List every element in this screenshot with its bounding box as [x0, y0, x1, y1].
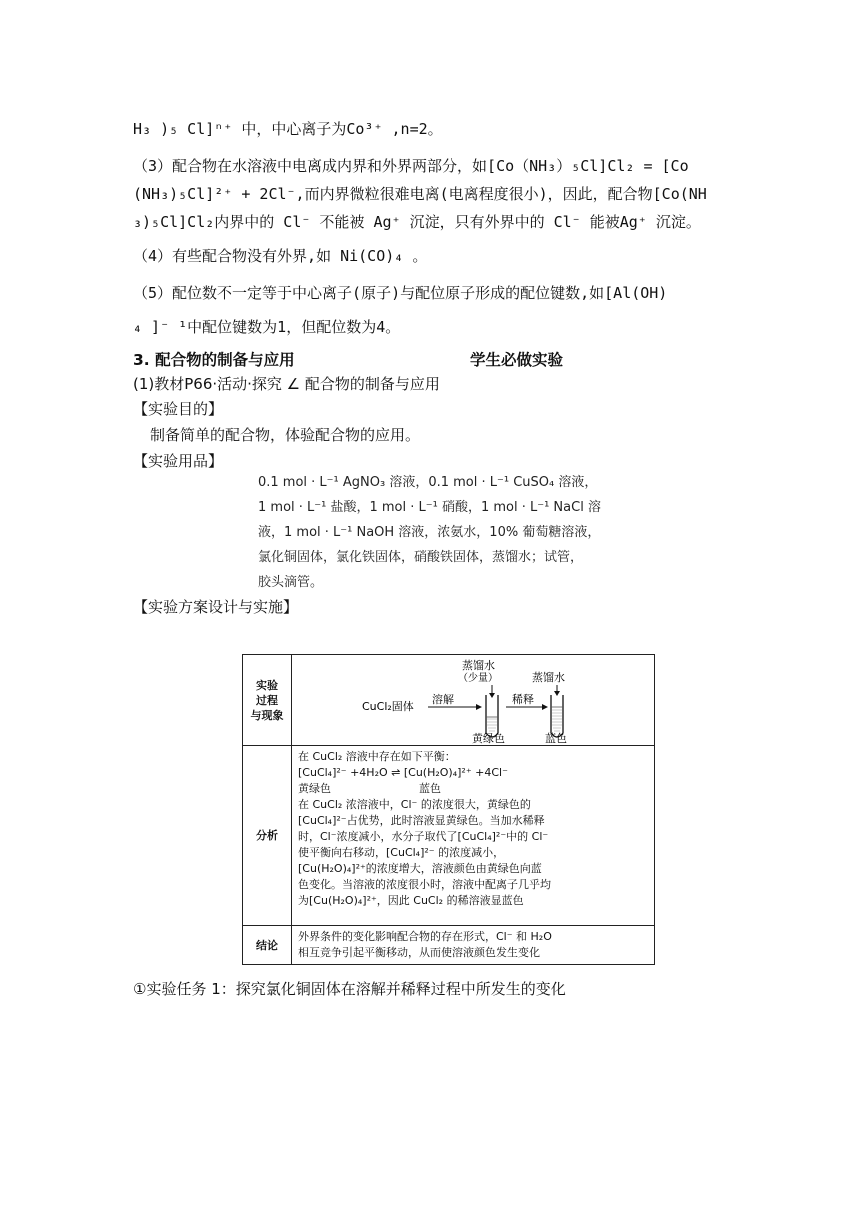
analysis-line: 时，Cl⁻浓度减小，水分子取代了[CuCl₄]²⁻中的 Cl⁻ — [298, 830, 549, 843]
design-heading: 【实验方案设计与实施】 — [133, 598, 299, 616]
text-line-2: （3）配合物在水溶液中电离成内界和外界两部分，如[Co（NH₃）₅Cl]Cl₂ = [Co — [133, 157, 689, 175]
conclusion-line: 相互竞争引起平衡移动，从而使溶液颜色发生变化 — [298, 946, 540, 959]
materials-line: 1 mol · L⁻¹ 盐酸，1 mol · L⁻¹ 硝酸，1 mol · L⁻¹ NaCl 溶 — [258, 500, 601, 515]
analysis-label: 分析 — [243, 746, 292, 926]
text-line-6: （5）配位数不一定等于中心离子(原子)与配位原子形成的配位键数,如[Al(OH) — [133, 284, 668, 302]
section-note: 学生必做实验 — [470, 351, 564, 369]
section-title: 3. 配合物的制备与应用 — [133, 351, 295, 369]
materials-line: 胶头滴管。 — [258, 575, 324, 590]
water-label: 蒸馏水 — [532, 671, 565, 684]
text-line-7: ₄ ]⁻ ¹中配位键数为1，但配位数为4。 — [133, 318, 401, 336]
dissolve-label: 溶解 — [432, 693, 454, 706]
aim-text: 制备简单的配合物，体验配合物的应用。 — [150, 426, 421, 444]
color1-label: 黄绿色 — [472, 732, 505, 745]
analysis-line: [Cu(H₂O)₄]²⁺的浓度增大，溶液颜色由黄绿色向蓝 — [298, 862, 542, 875]
text-line-4: ₃)₅Cl]Cl₂内界中的 Cl⁻ 不能被 Ag⁺ 沉淀，只有外界中的 Cl⁻ 能被Ag⁺ 沉淀。 — [133, 213, 701, 231]
analysis-line: 黄绿色 蓝色 — [298, 782, 441, 795]
analysis-line: 为[Cu(H₂O)₄]²⁺，因此 CuCl₂ 的稀溶液显蓝色 — [298, 894, 524, 907]
subsection-1: (1)教材P66·活动·探究 ∠ 配合物的制备与应用 — [133, 375, 440, 393]
materials-list — [258, 470, 658, 595]
materials-heading: 【实验用品】 — [133, 452, 224, 470]
dilute-label: 稀释 — [512, 693, 534, 706]
materials-line: 液，1 mol · L⁻¹ NaOH 溶液，浓氨水，10% 葡萄糖溶液， — [258, 525, 601, 540]
materials-line: 0.1 mol · L⁻¹ AgNO₃ 溶液，0.1 mol · L⁻¹ CuSO₄ 溶液， — [258, 475, 598, 490]
color2-label: 蓝色 — [545, 732, 567, 745]
apparatus-diagram — [292, 655, 654, 745]
analysis-line: [CuCl₄]²⁻占优势，此时溶液显黄绿色。当加水稀释 — [298, 814, 545, 827]
conclusion-label: 结论 — [243, 926, 292, 965]
analysis-line: 在 CuCl₂ 溶液中存在如下平衡： — [298, 750, 456, 763]
text-line-3: (NH₃)₅Cl]²⁺ + 2Cl⁻,而内界微粒很难电离(电离程度很小)，因此，配合物[Co(NH — [133, 185, 707, 203]
text-line-5: （4）有些配合物没有外界,如 Ni(CO)₄ 。 — [133, 247, 428, 265]
water-small-note: （少量） — [458, 673, 498, 684]
aim-heading: 【实验目的】 — [133, 400, 224, 418]
text-line-1: H₃ )₅ Cl]ⁿ⁺ 中，中心离子为Co³⁺ ,n=2。 — [133, 120, 443, 138]
analysis-line: 在 CuCl₂ 浓溶液中，Cl⁻ 的浓度很大，黄绿色的 — [298, 798, 531, 811]
water-small-label: 蒸馏水 — [462, 659, 495, 672]
process-label: 实验 过程 与现象 — [243, 655, 292, 746]
experiment-table — [242, 654, 655, 965]
conclusion-line: 外界条件的变化影响配合物的存在形式，Cl⁻ 和 H₂O — [298, 930, 552, 943]
process-diagram — [292, 655, 655, 746]
solid-label: CuCl₂固体 — [362, 700, 414, 713]
analysis-line: [CuCl₄]²⁻ +4H₂O ⇌ [Cu(H₂O)₄]²⁺ +4Cl⁻ — [298, 766, 508, 779]
task-1: ①实验任务 1：探究氯化铜固体在溶解并稀释过程中所发生的变化 — [133, 980, 566, 998]
analysis-text — [292, 746, 655, 926]
analysis-line: 使平衡向右移动，[CuCl₄]²⁻ 的浓度减小， — [298, 846, 505, 859]
analysis-line: 色变化。当溶液的浓度很小时，溶液中配离子几乎均 — [298, 878, 551, 891]
conclusion-text — [292, 926, 655, 965]
materials-line: 氯化铜固体，氯化铁固体，硝酸铁固体，蒸馏水；试管， — [258, 550, 584, 565]
